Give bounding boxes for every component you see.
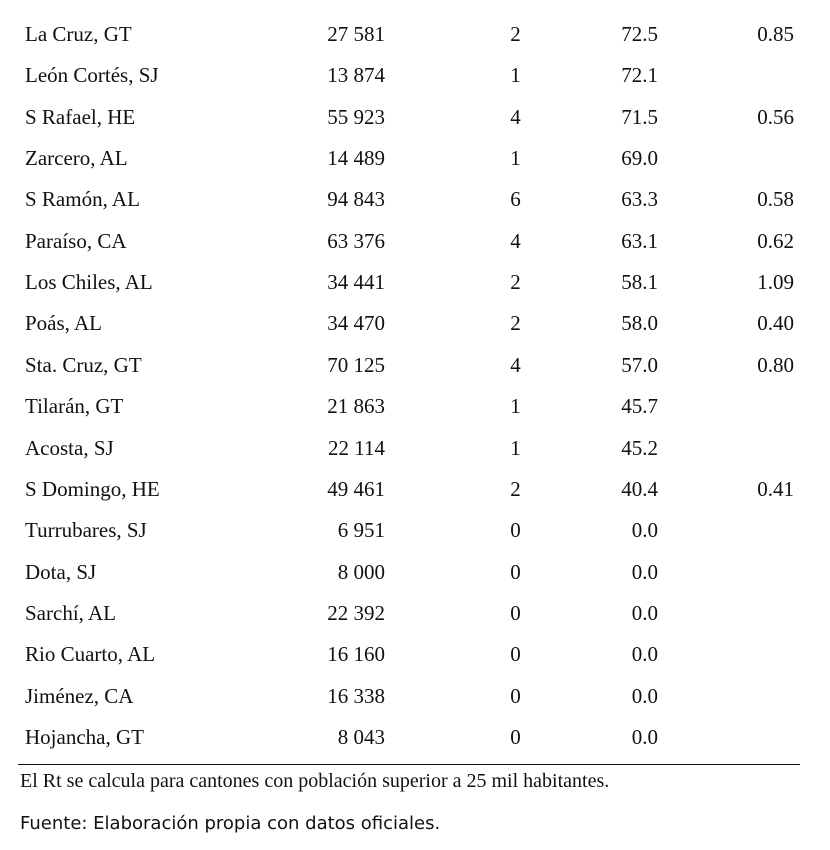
population-cell: 70 125	[327, 352, 385, 377]
population-cell: 34 470	[327, 311, 385, 336]
cases-cell: 2	[510, 311, 521, 336]
canton-name: S Ramón, AL	[25, 187, 140, 212]
rt-cell: 0.58	[757, 187, 794, 212]
rt-cell: 0.41	[757, 476, 794, 501]
canton-name: León Cortés, SJ	[25, 63, 159, 88]
canton-name: Sta. Cruz, GT	[25, 352, 142, 377]
table-row	[0, 14, 830, 55]
rate-cell: 0.0	[631, 724, 658, 749]
canton-name: Paraíso, CA	[25, 228, 127, 253]
cases-cell: 4	[510, 352, 521, 377]
table-row	[0, 262, 830, 303]
rt-cell: 0.56	[757, 104, 794, 129]
canton-name: Sarchí, AL	[25, 600, 116, 625]
cases-cell: 1	[510, 394, 521, 419]
cases-cell: 0	[510, 518, 521, 543]
rate-cell: 58.0	[621, 311, 658, 336]
cases-cell: 2	[510, 476, 521, 501]
cases-cell: 0	[510, 559, 521, 584]
canton-name: S Rafael, HE	[25, 104, 136, 129]
cases-cell: 0	[510, 724, 521, 749]
canton-name: Acosta, SJ	[25, 435, 114, 460]
rate-cell: 69.0	[621, 146, 658, 171]
cases-cell: 0	[510, 642, 521, 667]
rt-cell: 1.09	[757, 270, 794, 295]
rate-cell: 0.0	[631, 683, 658, 708]
canton-name: Zarcero, AL	[25, 146, 128, 171]
canton-name: Dota, SJ	[25, 559, 97, 584]
cases-cell: 1	[510, 63, 521, 88]
population-cell: 22 114	[328, 435, 385, 460]
table-row	[0, 345, 830, 386]
canton-name: Rio Cuarto, AL	[25, 642, 156, 667]
canton-name: S Domingo, HE	[25, 476, 160, 501]
population-cell: 8 043	[337, 724, 385, 749]
rate-cell: 0.0	[631, 600, 658, 625]
population-cell: 27 581	[327, 22, 385, 46]
population-cell: 16 160	[327, 642, 385, 667]
cases-cell: 6	[510, 187, 521, 212]
rate-cell: 45.7	[621, 394, 658, 419]
population-cell: 13 874	[327, 63, 385, 88]
rate-cell: 0.0	[631, 518, 658, 543]
cases-cell: 2	[510, 270, 521, 295]
canton-name: La Cruz, GT	[25, 22, 132, 46]
rate-cell: 0.0	[631, 559, 658, 584]
table-row	[0, 717, 830, 758]
cases-cell: 2	[510, 22, 521, 46]
population-cell: 22 392	[327, 600, 385, 625]
canton-name: Tilarán, GT	[25, 394, 124, 419]
table-row	[0, 221, 830, 262]
table-row	[0, 552, 830, 593]
rate-cell: 40.4	[621, 476, 658, 501]
rt-cell: 0.62	[757, 228, 794, 253]
canton-name: Jiménez, CA	[25, 683, 134, 708]
canton-name: Poás, AL	[25, 311, 103, 336]
table-row	[0, 97, 830, 138]
population-cell: 8 000	[337, 559, 385, 584]
rate-cell: 71.5	[621, 104, 658, 129]
rt-cell: 0.40	[757, 311, 794, 336]
rate-cell: 63.1	[621, 228, 658, 253]
cases-cell: 1	[510, 146, 521, 171]
cases-cell: 4	[510, 104, 521, 129]
canton-name: Turrubares, SJ	[25, 518, 147, 543]
table-row	[0, 428, 830, 469]
rt-cell: 0.80	[757, 352, 794, 377]
table-row	[0, 676, 830, 717]
population-cell: 34 441	[327, 270, 385, 295]
table-row	[0, 510, 830, 551]
population-cell: 21 863	[327, 394, 385, 419]
canton-name: Hojancha, GT	[25, 724, 144, 749]
cases-cell: 0	[510, 600, 521, 625]
rate-cell: 63.3	[621, 187, 658, 212]
rate-cell: 58.1	[621, 270, 658, 295]
table-row	[0, 593, 830, 634]
table-row	[0, 469, 830, 510]
rate-cell: 0.0	[631, 642, 658, 667]
rt-cell: 0.85	[757, 22, 794, 46]
cases-cell: 4	[510, 228, 521, 253]
rate-cell: 57.0	[621, 352, 658, 377]
cases-cell: 1	[510, 435, 521, 460]
population-cell: 63 376	[327, 228, 385, 253]
cases-cell: 0	[510, 683, 521, 708]
rate-cell: 72.5	[621, 22, 658, 46]
table-row	[0, 55, 830, 96]
population-cell: 49 461	[327, 476, 385, 501]
table-row	[0, 179, 830, 220]
population-cell: 55 923	[327, 104, 385, 129]
population-cell: 16 338	[327, 683, 385, 708]
table-row	[0, 303, 830, 344]
table-row	[0, 138, 830, 179]
rate-cell: 45.2	[621, 435, 658, 460]
population-cell: 14 489	[327, 146, 385, 171]
rate-cell: 72.1	[621, 63, 658, 88]
table-bottom-rule	[18, 764, 800, 765]
population-cell: 94 843	[327, 187, 385, 212]
source-note: Fuente: Elaboración propia con datos oficiales.	[20, 813, 441, 834]
population-cell: 6 951	[337, 518, 385, 543]
table-row	[0, 634, 830, 675]
table-note: El Rt se calcula para cantones con población superior a 25 mil habitantes.	[20, 770, 610, 792]
canton-name: Los Chiles, AL	[25, 270, 153, 295]
table-row	[0, 386, 830, 427]
